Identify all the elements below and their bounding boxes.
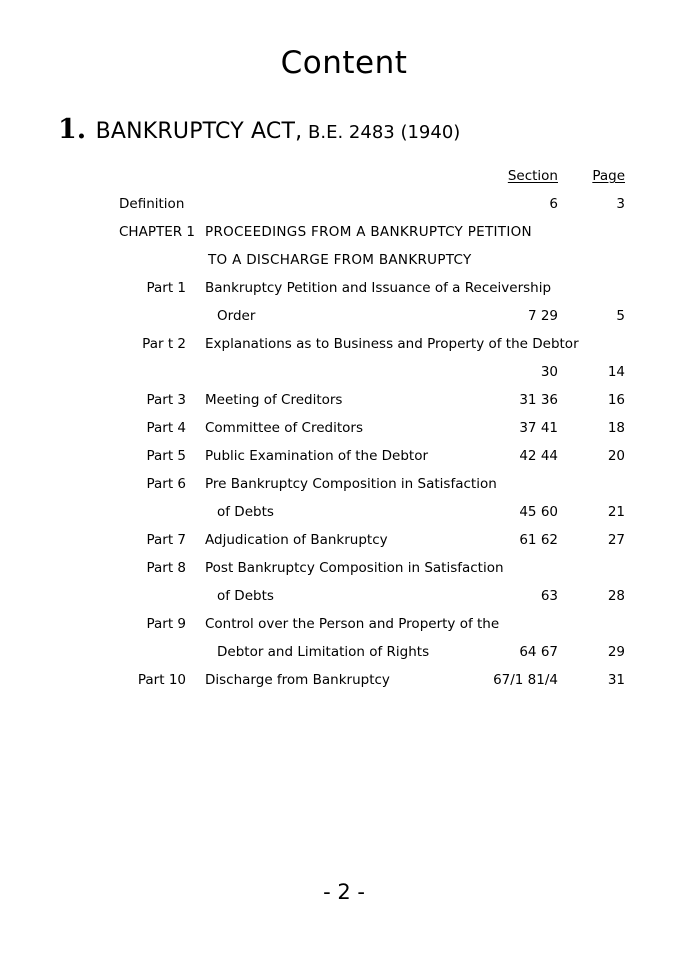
toc-row-title: Order (217, 308, 256, 324)
column-header-section: Section (507, 168, 558, 184)
toc-row-label: Par t 2 (142, 336, 186, 352)
toc-row-title: of Debts (217, 588, 274, 604)
toc-row-page: 29 (607, 644, 625, 660)
act-subtitle: B.E. 2483 (1940) (308, 122, 461, 143)
toc-row-section: 30 (540, 364, 558, 380)
toc-row[interactable] (0, 252, 688, 280)
toc-row-section: 61 62 (519, 532, 558, 548)
toc-row[interactable] (0, 392, 688, 420)
toc-row[interactable] (0, 224, 688, 252)
toc-row-section: 6 (549, 196, 558, 212)
table-of-contents (0, 168, 688, 700)
toc-row[interactable] (0, 420, 688, 448)
toc-row[interactable] (0, 364, 688, 392)
page-number-footer: - 2 - (323, 880, 365, 904)
toc-row-label: Part 10 (137, 672, 186, 688)
toc-row-label: Part 6 (146, 476, 186, 492)
toc-row[interactable] (0, 448, 688, 476)
toc-row-section: 63 (540, 588, 558, 604)
toc-row[interactable] (0, 336, 688, 364)
toc-row-page: 20 (607, 448, 625, 464)
act-name: BANKRUPTCY ACT, (95, 119, 303, 144)
toc-row-title: Explanations as to Business and Property of the Debtor (205, 336, 579, 352)
toc-row-title: PROCEEDINGS FROM A BANKRUPTCY PETITION (205, 224, 532, 240)
toc-row-label: Definition (119, 196, 185, 212)
column-header-page: Page (592, 168, 625, 184)
toc-row-title: Pre Bankruptcy Composition in Satisfaction (205, 476, 497, 492)
toc-row[interactable] (0, 280, 688, 308)
toc-row-page: 31 (607, 672, 625, 688)
toc-row-title: TO A DISCHARGE FROM BANKRUPTCY (208, 252, 472, 268)
toc-row[interactable] (0, 672, 688, 700)
toc-row-label: Part 4 (146, 420, 186, 436)
act-number: 1. (58, 114, 87, 145)
toc-row[interactable] (0, 616, 688, 644)
toc-row-page: 28 (607, 588, 625, 604)
toc-row-label: CHAPTER 1 (119, 224, 195, 240)
toc-row[interactable] (0, 644, 688, 672)
toc-row-title: Public Examination of the Debtor (205, 448, 429, 464)
toc-row[interactable] (0, 196, 688, 224)
toc-row-section: 64 67 (519, 644, 558, 660)
toc-row-label: Part 1 (146, 280, 186, 296)
act-heading (58, 116, 460, 143)
toc-row-label: Part 9 (146, 616, 186, 632)
toc-row[interactable] (0, 588, 688, 616)
toc-header-row (0, 168, 688, 196)
toc-row[interactable] (0, 476, 688, 504)
toc-row[interactable] (0, 504, 688, 532)
toc-row-title: Adjudication of Bankruptcy (205, 532, 388, 548)
toc-row-page: 21 (607, 504, 625, 520)
toc-row-page: 5 (616, 308, 625, 324)
toc-row[interactable] (0, 560, 688, 588)
toc-row-label: Part 3 (146, 392, 186, 408)
toc-row-page: 3 (616, 196, 625, 212)
toc-row-section: 31 36 (519, 392, 558, 408)
toc-row-label: Part 5 (146, 448, 186, 464)
toc-row-title: Debtor and Limitation of Rights (217, 644, 430, 660)
toc-row-label: Part 7 (146, 532, 186, 548)
toc-row-section: 7 29 (527, 308, 558, 324)
toc-row-title: Discharge from Bankruptcy (205, 672, 390, 688)
toc-row-section: 67/1 81/4 (493, 672, 558, 688)
toc-row[interactable] (0, 308, 688, 336)
page-title: Content (280, 45, 408, 81)
toc-row-page: 18 (607, 420, 625, 436)
toc-row-page: 14 (607, 364, 625, 380)
toc-row-title: Post Bankruptcy Composition in Satisfaction (205, 560, 504, 576)
toc-row-title: Meeting of Creditors (205, 392, 343, 408)
toc-row[interactable] (0, 532, 688, 560)
toc-row-title: of Debts (217, 504, 274, 520)
toc-row-title: Control over the Person and Property of the (205, 616, 500, 632)
toc-row-section: 37 41 (519, 420, 558, 436)
toc-row-section: 42 44 (519, 448, 558, 464)
toc-row-title: Committee of Creditors (205, 420, 363, 436)
toc-row-label: Part 8 (146, 560, 186, 576)
toc-row-section: 45 60 (519, 504, 558, 520)
toc-row-page: 27 (607, 532, 625, 548)
toc-row-page: 16 (607, 392, 625, 408)
toc-row-title: Bankruptcy Petition and Issuance of a Receivership (205, 280, 552, 296)
